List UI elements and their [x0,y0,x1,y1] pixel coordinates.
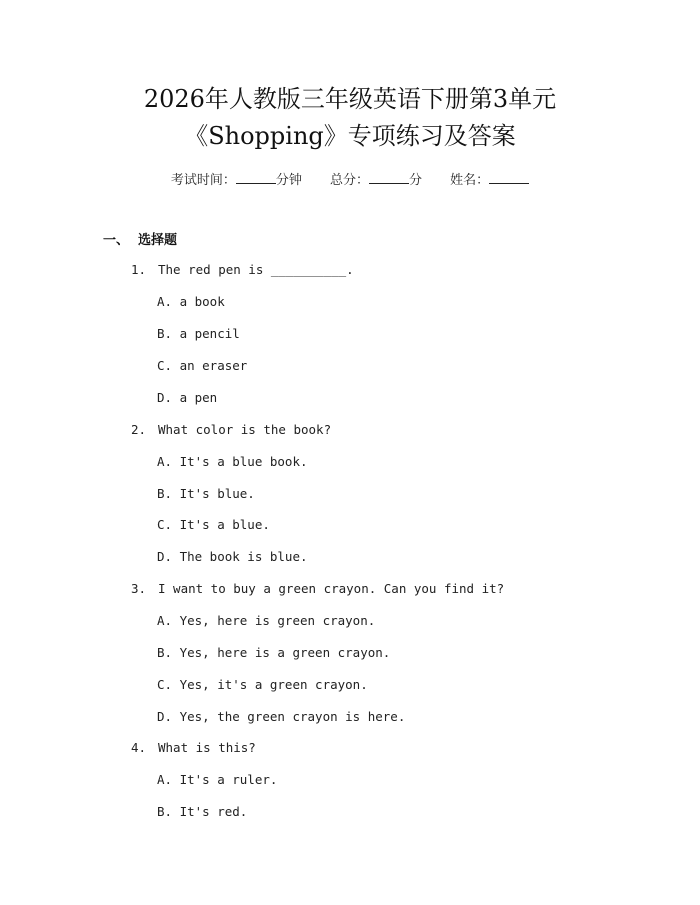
document-title-line-2: 《Shopping》专项练习及答案 [184,122,516,150]
question-text: I want to buy a green crayon. Can you find it? [158,581,505,596]
question-number: 4. [131,740,147,755]
question-option: D. a pen [157,390,218,405]
question-number: 1. [131,262,147,277]
question-option: B. It's red. [157,804,248,819]
question-option: B. a pencil [157,326,240,341]
student-name-field [450,169,529,188]
exam-time-blank [236,171,276,184]
total-score-field [330,169,422,188]
total-score-unit: 分 [409,173,423,188]
question-option: D. Yes, the green crayon is here. [157,709,406,724]
question [131,581,504,597]
question [131,422,331,438]
question-text: What is this? [158,740,256,755]
total-score-blank [369,171,409,184]
exam-time-unit: 分钟 [275,173,302,188]
question-option: A. Yes, here is green crayon. [157,613,376,628]
question-option: B. It's blue. [157,486,255,501]
student-name-label: 姓名： [450,173,490,188]
student-name-blank [489,171,529,184]
exam-time-field [171,169,302,188]
question-text: The red pen is __________. [158,262,354,277]
question-number: 2. [131,422,147,437]
document-title-line-1: 2026年人教版三年级英语下册第3单元 [143,85,557,113]
question-option: A. a book [157,294,225,309]
question-option: A. It's a blue book. [157,454,308,469]
question [131,740,256,756]
question-option: C. Yes, it's a green crayon. [157,677,368,692]
question-option: C. an eraser [157,358,248,373]
section-title: 选择题 [138,233,178,248]
question-option: A. It's a ruler. [157,772,278,787]
section-heading [103,229,177,248]
question-option: B. Yes, here is a green crayon. [157,645,391,660]
question-text: What color is the book? [158,422,332,437]
question-option: C. It's a blue. [157,517,270,532]
question-number: 3. [131,581,147,596]
section-number: 一、 [103,233,130,248]
exam-meta-row [0,169,700,188]
question-option: D. The book is blue. [157,549,308,564]
question [131,262,354,278]
exam-time-label: 考试时间： [170,173,236,188]
total-score-label: 总分： [329,173,369,188]
